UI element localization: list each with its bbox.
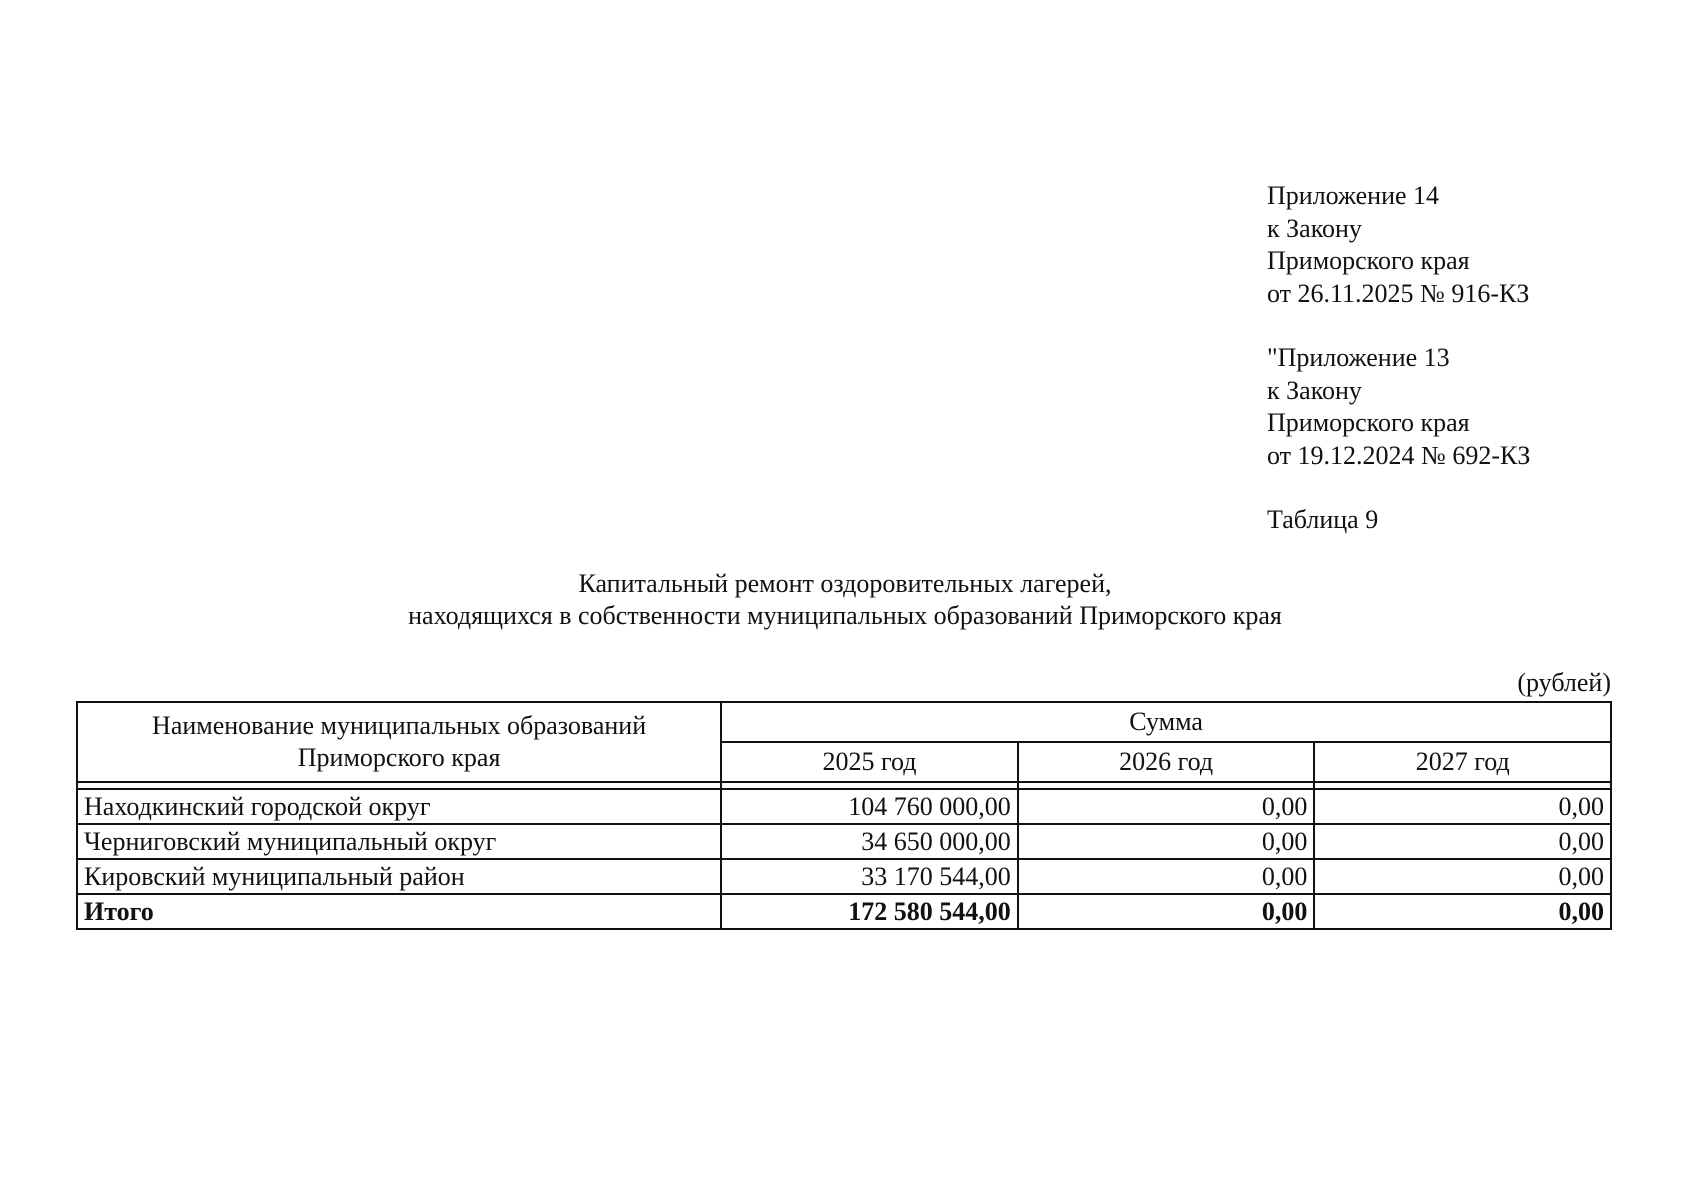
- document-title: [0, 568, 1690, 632]
- appendix-line: от 26.11.2025 № 916-КЗ: [1267, 278, 1530, 308]
- header-year-2025: 2025 год: [721, 742, 1018, 782]
- appendix-line: "Приложение 13: [1267, 343, 1450, 372]
- budget-table: [76, 701, 1612, 930]
- total-value-2026: 0,00: [1018, 894, 1315, 929]
- header-sum: Сумма: [721, 702, 1611, 742]
- title-line: находящихся в собственности муниципальных образований Приморского края: [408, 601, 1282, 630]
- row-value-2026: 0,00: [1018, 824, 1315, 859]
- row-value-2025: 34 650 000,00: [721, 824, 1018, 859]
- row-name: Кировский муниципальный район: [77, 859, 721, 894]
- header-year-2026: 2026 год: [1018, 742, 1315, 782]
- title-line: Капитальный ремонт оздоровительных лагерей,: [578, 569, 1112, 598]
- appendix-line: Приморского края: [1267, 408, 1470, 437]
- header-name: [77, 702, 721, 782]
- table-label: Таблица 9: [1267, 505, 1379, 534]
- table-row: [77, 859, 1611, 894]
- appendix-line: к Закону: [1267, 375, 1362, 405]
- header-name-line: Наименование муниципальных образований: [152, 711, 647, 740]
- row-value-2027: 0,00: [1314, 859, 1611, 894]
- header-year-2027: 2027 год: [1314, 742, 1611, 782]
- appendix-line: к Закону: [1267, 213, 1362, 243]
- header-name-line: Приморского края: [297, 743, 501, 772]
- row-value-2025: 104 760 000,00: [721, 789, 1018, 824]
- spacer: [1267, 472, 1530, 504]
- appendix-line: Приморского края: [1267, 246, 1470, 275]
- row-value-2026: 0,00: [1018, 859, 1315, 894]
- total-row: [77, 894, 1611, 929]
- appendix-line: от 19.12.2024 № 692-КЗ: [1267, 440, 1531, 470]
- row-value-2027: 0,00: [1314, 789, 1611, 824]
- total-value-2027: 0,00: [1314, 894, 1611, 929]
- row-name: Черниговский муниципальный округ: [77, 824, 721, 859]
- appendix-line: Приложение 14: [1267, 181, 1440, 210]
- header-separator: [77, 782, 1611, 789]
- row-value-2025: 33 170 544,00: [721, 859, 1018, 894]
- row-name: Находкинский городской округ: [77, 789, 721, 824]
- table-row: [77, 824, 1611, 859]
- unit-label: (рублей): [1517, 668, 1611, 697]
- spacer: [1267, 310, 1530, 342]
- row-value-2027: 0,00: [1314, 824, 1611, 859]
- total-value-2025: 172 580 544,00: [721, 894, 1018, 929]
- appendix-block: [1267, 180, 1530, 537]
- row-value-2026: 0,00: [1018, 789, 1315, 824]
- table-row: [77, 789, 1611, 824]
- total-name: Итого: [77, 894, 721, 929]
